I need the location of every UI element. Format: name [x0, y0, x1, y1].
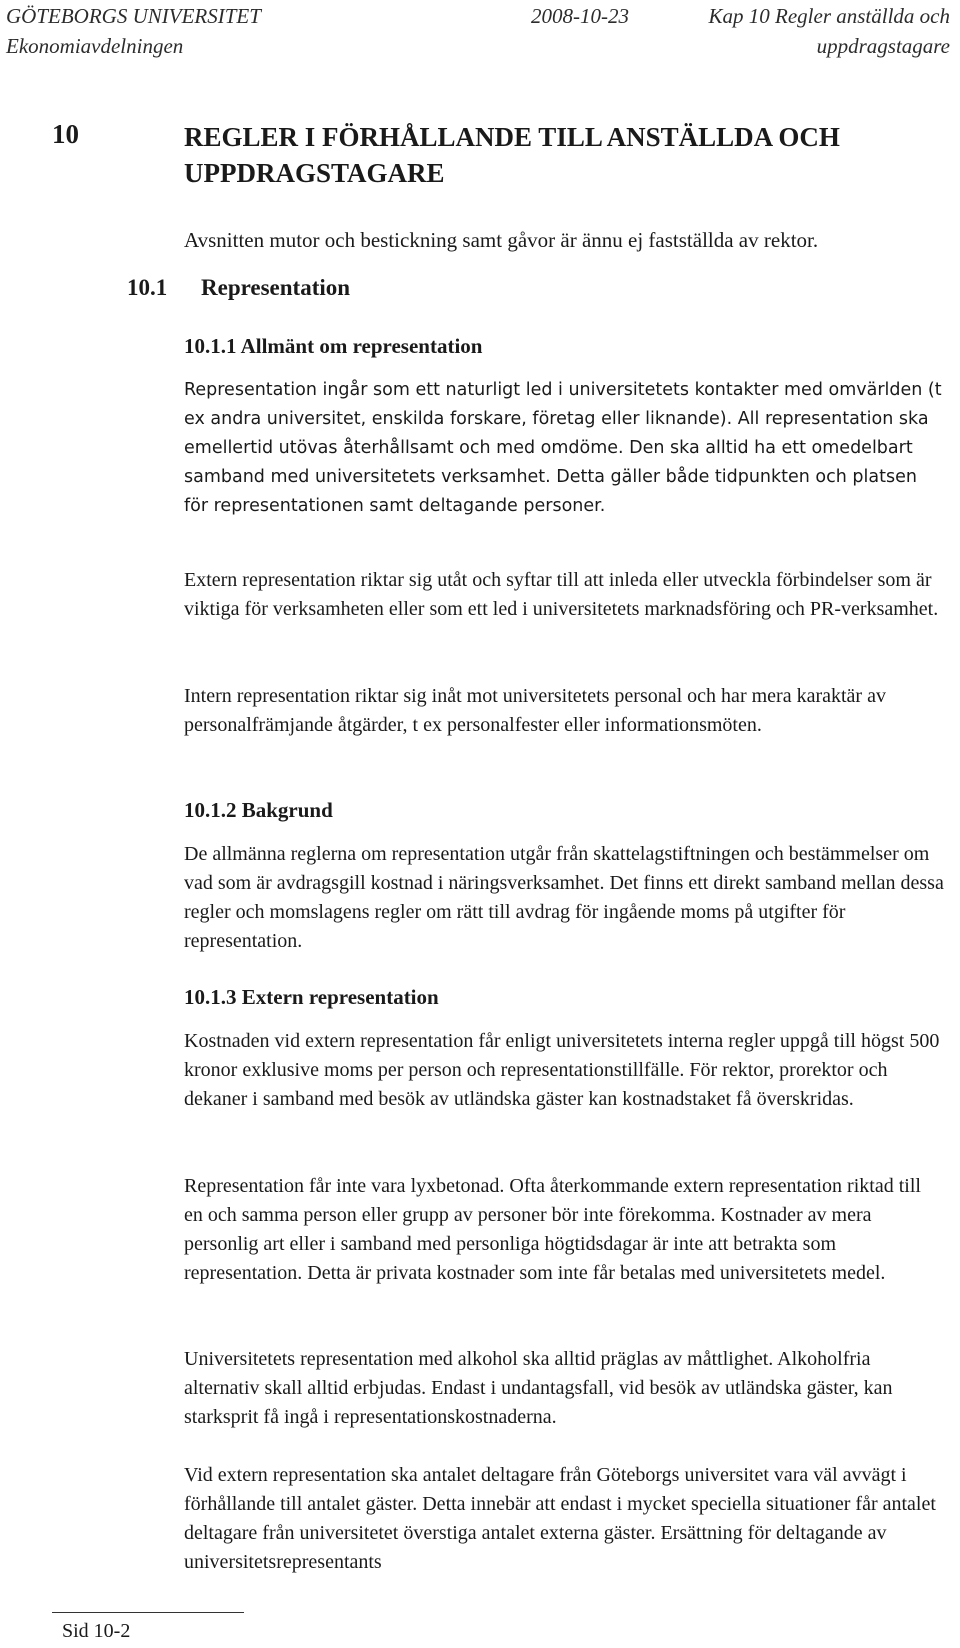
intro-note: Avsnitten mutor och bestickning samt gåvor är ännu ej fastställda av rektor.: [184, 228, 819, 252]
chapter-title: REGLER I FÖRHÅLLANDE TILL ANSTÄLLDA OCH UPPDRAGSTAGARE: [184, 122, 840, 188]
paragraph: Extern representation riktar sig utåt och syftar till att inleda eller utveckla förbindelser som är viktiga för verksamheten eller som ett led i universitetets marknadsföring och PR-verksamhet.: [184, 569, 939, 620]
paragraph: Universitetets representation med alkohol ska alltid präglas av måttlighet. Alkoholfria alternativ skall alltid erbjudas. Endast i undantagsfall, vid besök av utländska gäster, kan starksprit få ingå i representationskostnaderna.: [184, 1348, 893, 1428]
paragraph: Vid extern representation ska antalet deltagare från Göteborgs universitet vara väl avvägt i förhållande till antalet gäster. Detta innebär att endast i mycket speciella situationer får antalet deltagare från universitetet överstiga antalet externa gäster. Ersättning för deltagande av universitetsrepresentants: [184, 1464, 936, 1573]
section-number: 10.1: [127, 275, 168, 300]
paragraph: Intern representation riktar sig inåt mot universitetets personal och har mera karaktär av personalfrämjande åtgärder, t ex personalfester eller informationsmöten.: [184, 685, 886, 736]
paragraph: Representation får inte vara lyxbetonad. Ofta återkommande extern representation riktad till en och samma person eller grupp av personer bör inte förekomma. Kostnader av mera personlig art eller i samband med personliga högtidsdagar är inte att betrakta som representation. Detta är privata kostnader som inte får betalas med universitetets medel.: [184, 1175, 921, 1284]
paragraph: Kostnaden vid extern representation får enligt universitetets interna regler uppgå till högst 500 kronor exklusive moms per person och representationstillfälle. För rektor, prorektor och dekaner i samband med besök av utländska gäster kan kostnadstaket få överskridas.: [184, 1030, 940, 1110]
section-title: Representation: [201, 275, 351, 300]
subsection-heading: 10.1.1 Allmänt om representation: [184, 334, 483, 358]
header-university: GÖTEBORGS UNIVERSITET: [6, 4, 261, 28]
header-department: Ekonomiavdelningen: [6, 34, 184, 58]
header-chapter-cont: uppdragstagare: [816, 34, 950, 58]
subsection-heading: 10.1.3 Extern representation: [184, 985, 439, 1009]
header-chapter: Kap 10 Regler anställda och: [708, 4, 950, 28]
paragraph: Representation ingår som ett naturligt led i universitetets kontakter med omvärlden (t ex andra universitet, enskilda forskare, företag eller liknande). All representation ska emellertid utövas återhållsamt och med omdöme. Den ska alltid ha ett omedelbart samband med universitetets verksamhet. Detta gäller både tidpunkten och platsen för representationen samt deltagande personer.: [184, 380, 942, 516]
header-date: 2008-10-23: [531, 4, 629, 28]
chapter-number: 10: [52, 119, 79, 149]
page-number: Sid 10-2: [62, 1620, 131, 1642]
subsection-heading: 10.1.2 Bakgrund: [184, 798, 333, 822]
footer-divider: [52, 1612, 244, 1613]
paragraph: De allmänna reglerna om representation utgår från skattelagstiftningen och bestämmelser om vad som är avdragsgill kostnad i näringsverksamhet. Det finns ett direkt samband mellan dessa regler och momslagens regler om rätt till avdrag för ingående moms på utgifter för representation.: [184, 843, 944, 952]
